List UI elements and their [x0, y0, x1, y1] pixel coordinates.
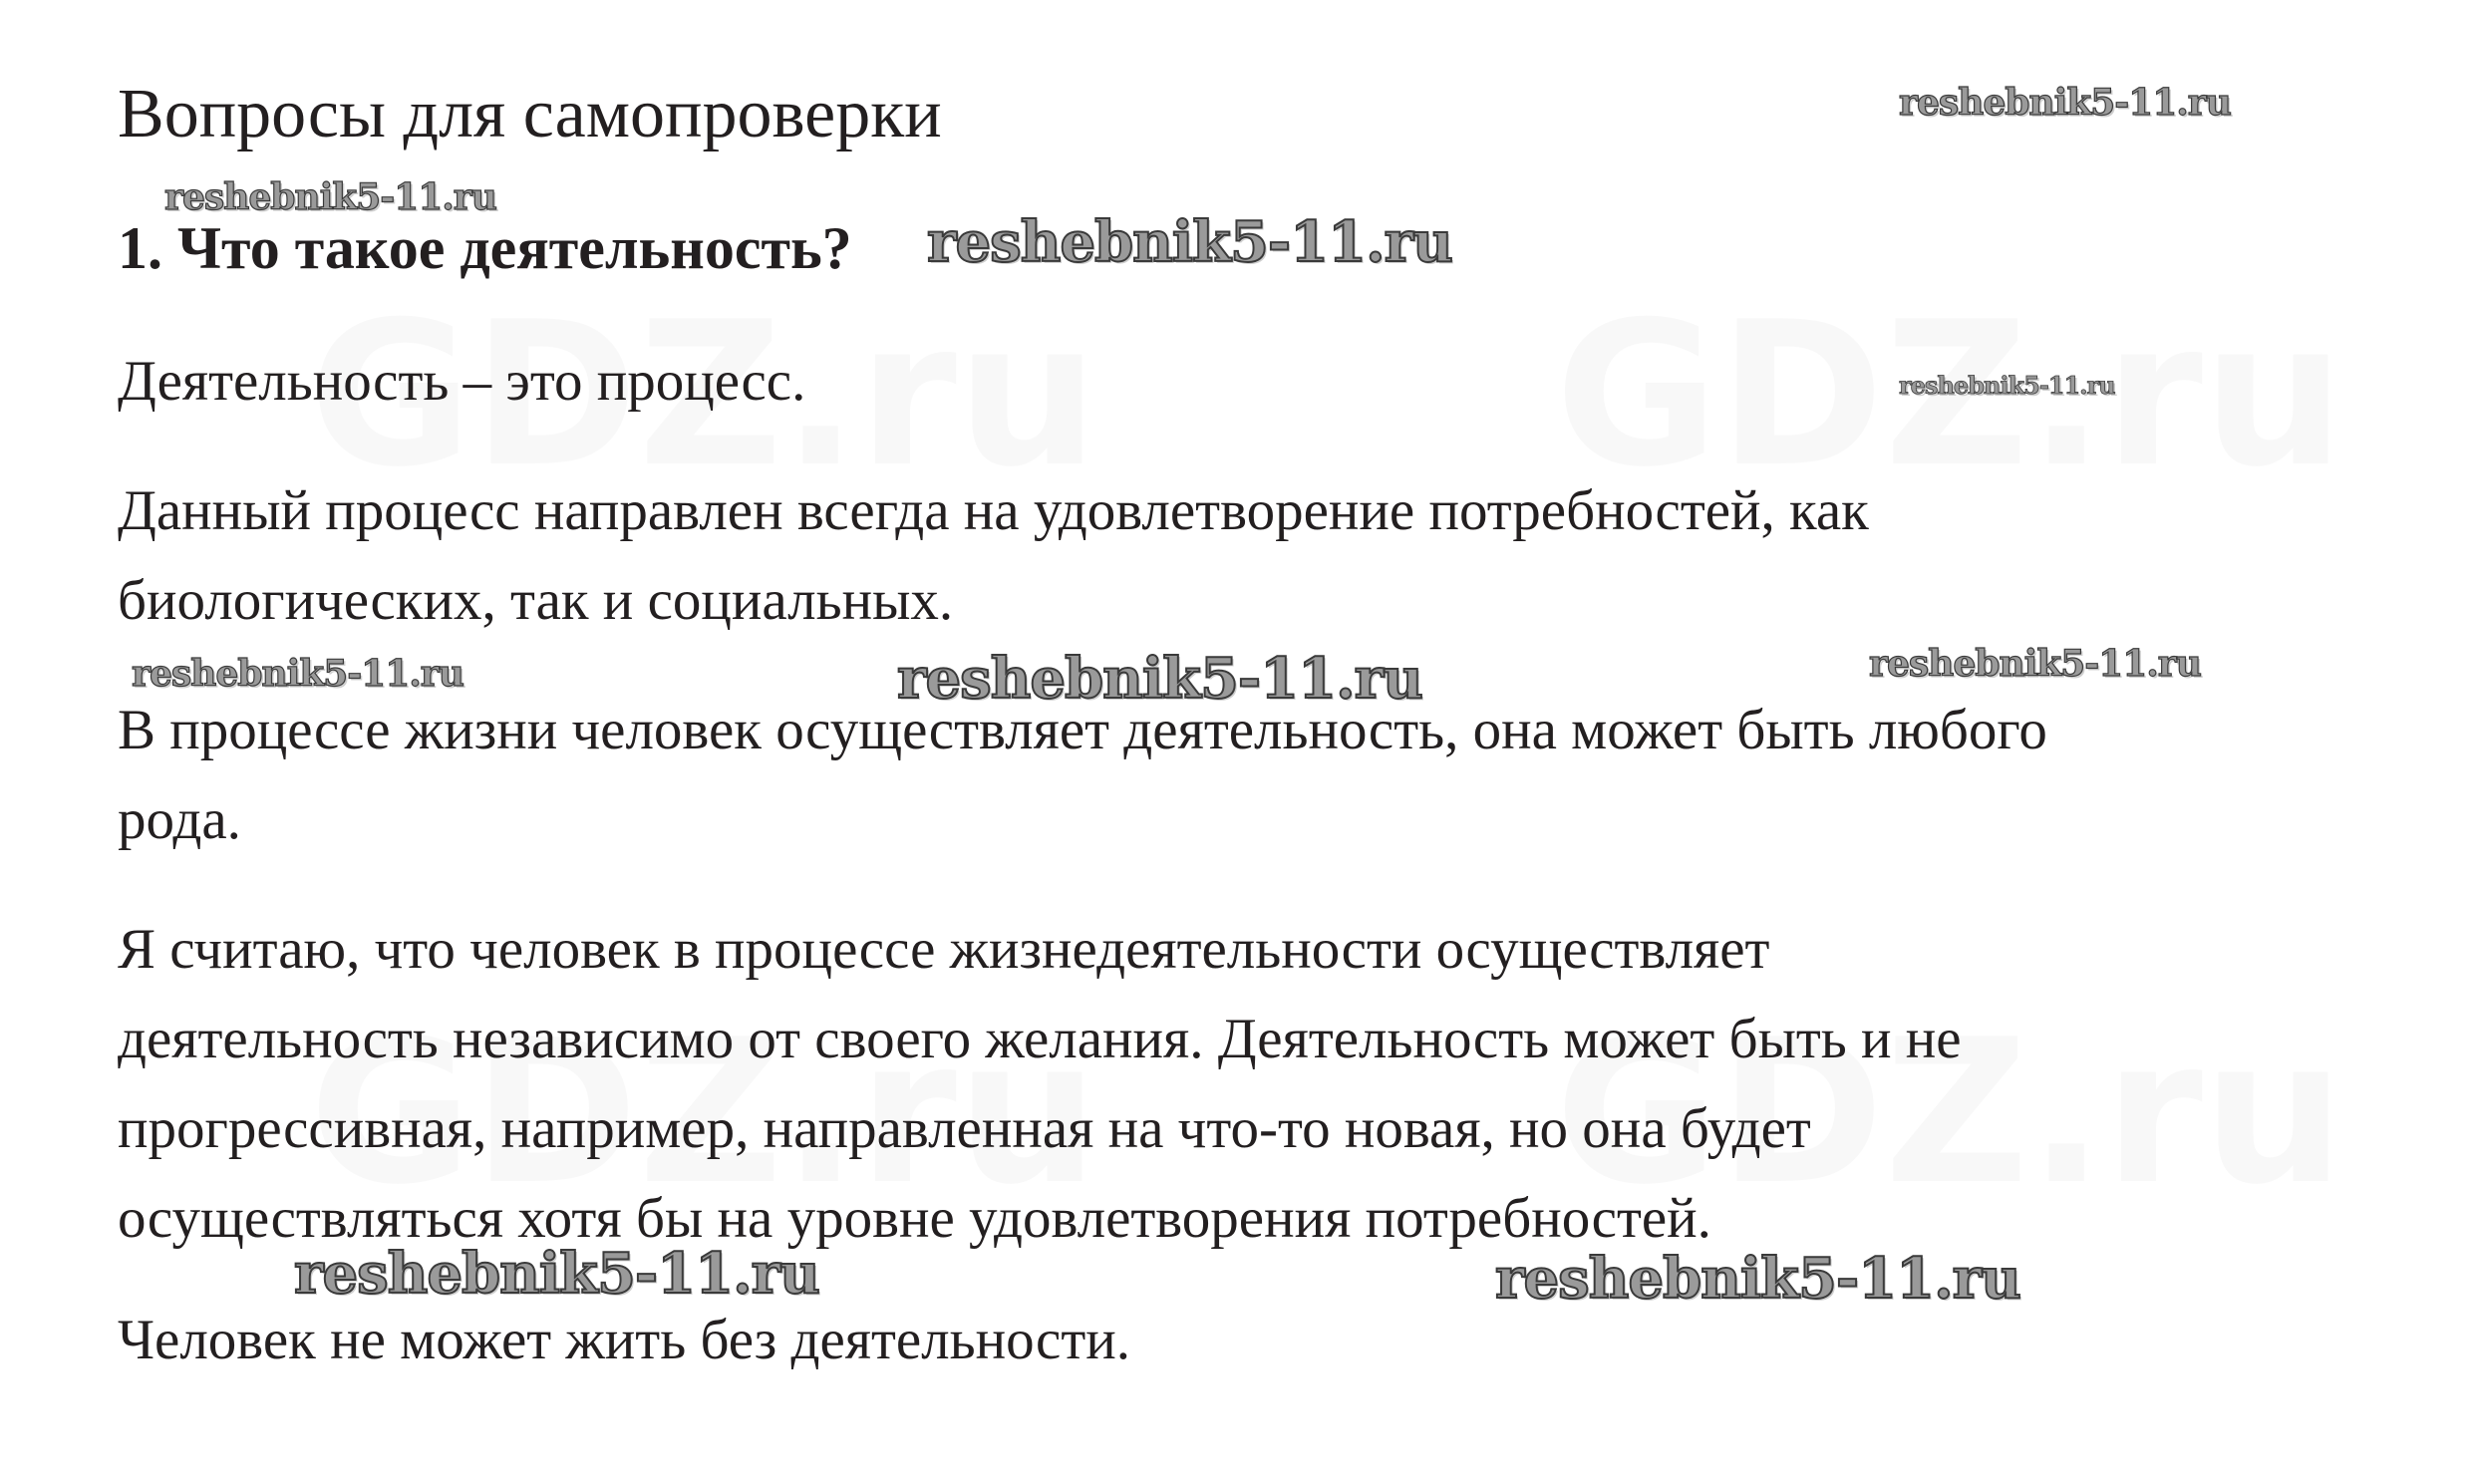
question-heading: 1. Что такое деятельность? [118, 215, 852, 281]
paragraph-line: деятельность независимо от своего желания. Деятельность может быть и не [118, 1008, 1962, 1070]
site-watermark: reshebnik5-11.ru [1899, 82, 2231, 124]
answer-paragraph-3 [118, 686, 2450, 865]
site-watermark: reshebnik5-11.ru [164, 176, 496, 218]
paragraph-line: осуществляться хотя бы на уровне удовлетворения потребностей. [118, 1187, 1711, 1250]
answer-paragraph-4 [118, 905, 2450, 1264]
site-watermark: reshebnik5-11.ru [1495, 1246, 2020, 1312]
answer-paragraph-1 [118, 337, 2450, 427]
site-watermark: reshebnik5-11.ru [897, 646, 1422, 712]
site-watermark: reshebnik5-11.ru [294, 1241, 819, 1307]
paragraph-line: Я считаю, что человек в процессе жизнедеятельности осуществляет [118, 918, 1770, 981]
paragraph-line: Деятельность – это процесс. [118, 350, 806, 413]
section-title: Вопросы для самопроверки [118, 76, 942, 152]
paragraph-line: В процессе жизни человек осуществляет деятельность, она может быть любого [118, 699, 2047, 761]
site-watermark: reshebnik5-11.ru [1899, 371, 2115, 400]
site-watermark: reshebnik5-11.ru [927, 209, 1452, 275]
answer-paragraph-2 [118, 466, 2450, 646]
site-watermark: reshebnik5-11.ru [132, 653, 464, 695]
paragraph-line: Человек не может жить без деятельности. [118, 1309, 1131, 1371]
site-watermark: reshebnik5-11.ru [1869, 643, 2201, 685]
paragraph-line: рода. [118, 788, 241, 851]
paragraph-line: биологических, так и социальных. [118, 569, 954, 632]
paragraph-line: Данный процесс направлен всегда на удовлетворение потребностей, как [118, 479, 1869, 542]
paragraph-line: прогрессивная, например, направленная на что-то новая, но она будет [118, 1097, 1811, 1160]
answer-paragraph-5 [118, 1296, 2450, 1385]
